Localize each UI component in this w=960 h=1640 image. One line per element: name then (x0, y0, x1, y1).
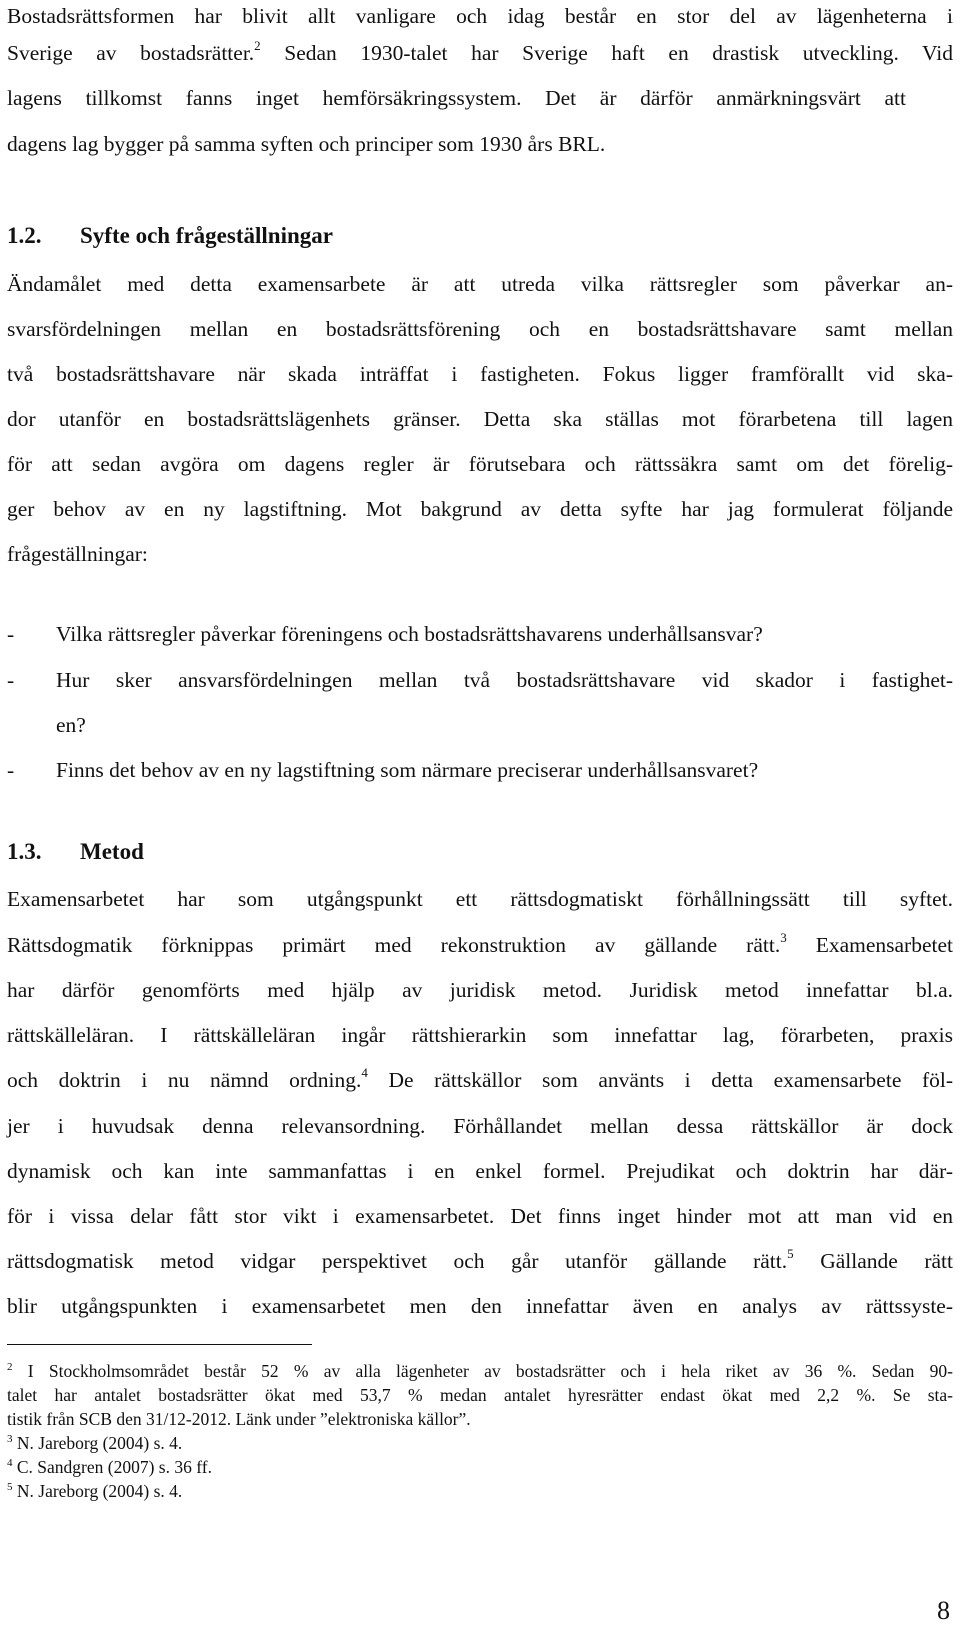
footnote-line (7, 1456, 212, 1478)
section-title: Syfte och frågeställningar (80, 223, 333, 248)
text-line: rättskälleläran. I rättskälleläran ingår rättshierarkin som innefattar lag, förarbeten, praxis (7, 1023, 953, 1047)
text-line (7, 929, 953, 958)
footnote-text: N. Jareborg (2004) s. 4. (16, 1481, 183, 1501)
text-span: De rättskällor som använts i detta examensarbete föl- (388, 1068, 954, 1092)
footnote-mark: 5 (7, 1481, 13, 1494)
text-line: har därför genomförts med hjälp av juridisk metod. Juridisk metod innefattar bl.a. (7, 978, 953, 1002)
list-item-continuation: en? (56, 713, 86, 737)
text-line (7, 1245, 953, 1274)
list-item (7, 667, 953, 693)
text-span: Rättsdogmatik förknippas primärt med rekonstruktion av gällande rätt. (7, 933, 781, 957)
footnote-line: talet har antalet bostadsrätter ökat med 53,7 % medan antalet hyresrätter endast ökat med 2,2 %. Se sta- (7, 1385, 953, 1405)
section-heading (7, 838, 144, 866)
text-line: frågeställningar: (7, 542, 148, 566)
footnote-mark: 4 (7, 1457, 13, 1470)
footnote-line (7, 1360, 953, 1382)
list-bullet: - (7, 668, 15, 692)
text-span: Sedan 1930-talet har Sverige haft en drastisk utveckling. Vid (284, 41, 954, 65)
text-span: rättsdogmatisk metod vidgar perspektivet och går utanför gällande rätt. (7, 1249, 788, 1273)
text-span: Gällande rätt (820, 1249, 953, 1273)
text-line: Ändamålet med detta examensarbete är att utreda vilka rättsregler som påverkar an- (7, 272, 953, 296)
footnote-text: N. Jareborg (2004) s. 4. (16, 1433, 183, 1453)
text-line: svarsfördelningen mellan en bostadsrättsförening och en bostadsrättshavare samt mellan (7, 317, 953, 341)
list-item-text: Hur sker ansvarsfördelningen mellan två bostadsrättshavare vid skador i fastighet- (56, 668, 953, 692)
text-line: lagens tillkomst fanns inget hemförsäkringssystem. Det är därför anmärkningsvärt att (7, 86, 906, 110)
footnote-separator (7, 1344, 312, 1345)
list-item-text: Vilka rättsregler påverkar föreningens och bostadsrättshavarens underhållsansvar? (56, 622, 763, 646)
section-number: 1.3. (7, 839, 42, 864)
text-line: för att sedan avgöra om dagens regler är förutsebara och rättssäkra samt om det förelig- (7, 452, 953, 476)
footnote-ref-5[interactable]: 5 (787, 1245, 794, 1261)
text-line: för i vissa delar fått stor vikt i examensarbetet. Det finns inget hinder mot att man vid en (7, 1204, 953, 1228)
list-item (7, 757, 758, 783)
text-span: Sverige av bostadsrätter. (7, 41, 255, 65)
text-line: Examensarbetet har som utgångspunkt ett rättsdogmatiskt förhållningssätt till syftet. (7, 887, 953, 911)
footnote-text: I Stockholmsområdet består 52 % av alla lägenheter av bostadsrätter och i hela riket av 36 %. Sedan 90- (27, 1361, 954, 1381)
text-span: Examensarbetet (815, 933, 953, 957)
footnote-line (7, 1432, 182, 1454)
footnote-mark: 3 (7, 1433, 13, 1446)
page-number: 8 (937, 1596, 950, 1625)
text-line (7, 1064, 954, 1093)
list-bullet: - (7, 622, 15, 646)
list-item (7, 621, 763, 647)
section-title: Metod (80, 839, 144, 864)
section-heading (7, 222, 333, 250)
footnote-ref-3[interactable]: 3 (780, 929, 787, 945)
footnote-ref-2[interactable]: 2 (254, 37, 261, 53)
text-line: två bostadsrättshavare när skada inträffat i fastigheten. Fokus ligger framförallt vid ska- (7, 362, 953, 386)
list-item-text: Finns det behov av en ny lagstiftning som närmare preciserar underhållsansvaret? (56, 758, 759, 782)
text-line (7, 37, 954, 66)
footnote-line: tistik från SCB den 31/12-2012. Länk under ”elektroniska källor”. (7, 1409, 471, 1429)
footnote-mark: 2 (7, 1361, 13, 1374)
list-bullet: - (7, 758, 15, 782)
text-line: dor utanför en bostadsrättslägenhets gränser. Detta ska ställas mot förarbetena till lagen (7, 407, 953, 431)
footnote-ref-4[interactable]: 4 (361, 1064, 368, 1080)
text-line: jer i huvudsak denna relevansordning. Förhållandet mellan dessa rättskällor är dock (7, 1114, 953, 1138)
text-span: och doktrin i nu nämnd ordning. (7, 1068, 362, 1092)
text-line: dynamisk och kan inte sammanfattas i en enkel formel. Prejudikat och doktrin har där- (7, 1159, 953, 1183)
text-line: ger behov av en ny lagstiftning. Mot bakgrund av detta syfte har jag formulerat följande (7, 497, 953, 521)
section-number: 1.2. (7, 223, 42, 248)
text-line: Bostadsrättsformen har blivit allt vanligare och idag består en stor del av lägenheterna i (7, 4, 953, 28)
text-line: blir utgångspunkten i examensarbetet men den innefattar även en analys av rättssyste- (7, 1294, 953, 1318)
footnote-line (7, 1480, 182, 1502)
footnote-text: C. Sandgren (2007) s. 36 ff. (16, 1457, 212, 1477)
text-line: dagens lag bygger på samma syften och principer som 1930 års BRL. (7, 132, 606, 156)
